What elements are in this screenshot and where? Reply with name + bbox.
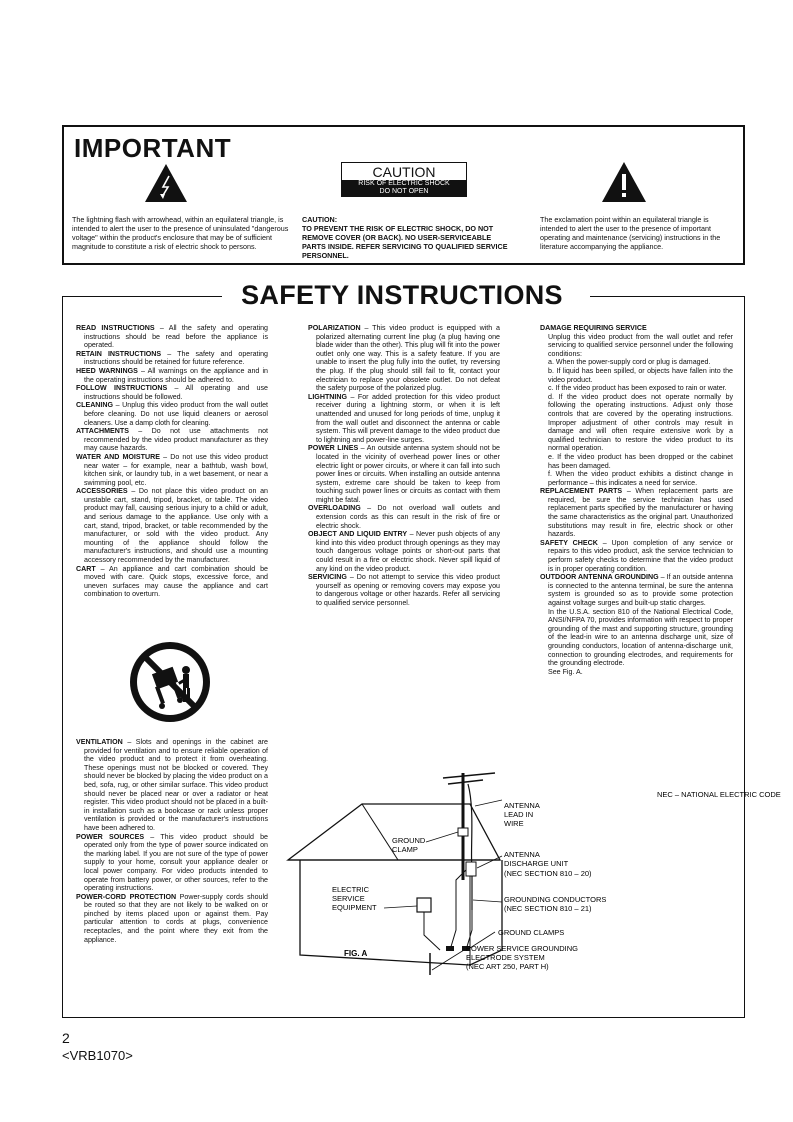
leader-electric-service: [384, 906, 417, 908]
lightning-warning-icon: [144, 163, 188, 203]
label-clamp: CLAMP: [392, 845, 418, 854]
entry-overloading: OVERLOADING – Do not overload wall outlets and extension cords as this can result in the risk of fire or electric shock.: [308, 504, 500, 530]
damage-requiring-service-heading: DAMAGE REQUIRING SERVICE: [540, 324, 647, 332]
figure-label: FIG. A: [344, 949, 368, 958]
grounding-conductor-1: [450, 870, 466, 950]
damage-item-d: d. If the video product does not operate normally by following the operating instructions. Adjust only those controls that are covered by the operating instructions. Improper adjustment of other controls may result in damage and will often require extensive work by a qualified technician to restore the video product to its normal operation.: [548, 392, 733, 453]
exclamation-warning-icon: [601, 161, 647, 203]
caution-band: [342, 180, 466, 196]
entry-read-instructions: READ INSTRUCTIONS – All the safety and operating instructions should be read before the appliance is operated.: [76, 324, 269, 350]
label-grounding-conductors: GROUNDING CONDUCTORS: [504, 895, 607, 904]
label-electrode-system: ELECTRODE SYSTEM: [466, 953, 545, 962]
label-wire: WIRE: [504, 819, 524, 828]
cart-tip-over-icon: [128, 640, 212, 724]
damage-intro: Unplug this video product from the wall outlet and refer servicing to qualified service personnel under the following conditions:: [548, 332, 733, 358]
entry-object-and-liquid-entry: OBJECT AND LIQUID ENTRY – Never push objects of any kind into this video product through openings as they may touch dangerous voltage points or short-out parts that could result in a fire or electric shock. Never spill liquid of any kind on the video product.: [308, 530, 501, 573]
electric-service-box: [417, 898, 431, 912]
entry-power-cord-protection: POWER-CORD PROTECTION Power-supply cords should be routed so that they are not likely to be walked on or pinched by items placed upon or against them. Pay particular attention to cords at plugs, convenience receptacles, and the point where they exit from the appliance.: [76, 892, 268, 944]
damage-item-e: e. If the video product has been dropped or the cabinet has been damaged.: [548, 452, 733, 470]
caution-band-line-1: RISK OF ELECTRIC SHOCK: [358, 180, 450, 187]
label-discharge-section: (NEC SECTION 810 – 20): [504, 869, 592, 878]
entry-replacement-parts: REPLACEMENT PARTS – When replacement parts are required, be sure the service technician has used replacement parts specified by the manufacturer or having the same characteristics as the original part. Unauthorized substitutions may result in fire, electric shock or other hazards.: [540, 487, 733, 539]
page-number: 2: [62, 1030, 70, 1046]
label-antenna: ANTENNA: [504, 801, 540, 810]
damage-item-a: a. When the power-supply cord or plug is damaged.: [548, 358, 711, 367]
document-code: <VRB1070>: [62, 1048, 133, 1063]
entry-follow-instructions: FOLLOW INSTRUCTIONS – All operating and use instructions should be followed.: [76, 384, 268, 401]
ground-clamp-mast: [458, 828, 468, 836]
entry-cart: CART – An appliance and cart combination should be moved with care. Quick stops, excessive force, and uneven surfaces may cause the appliance and cart combination to overturn.: [76, 564, 268, 599]
see-fig-a: See Fig. A.: [548, 667, 583, 676]
exclamation-explanation: The exclamation point within an equilateral triangle is intended to alert the user to the presence of important operating and maintenance (servicing) instructions in the literature accompanying the appliance.: [540, 215, 721, 251]
entry-servicing: SERVICING – Do not attempt to service this video product yourself as opening or removing covers may expose you to dangerous voltage or other hazards. Refer all servicing to qualified service personnel.: [308, 573, 500, 607]
label-equipment: EQUIPMENT: [332, 903, 377, 912]
label-grounding-section: (NEC SECTION 810 – 21): [504, 904, 592, 913]
label-electric: ELECTRIC: [332, 885, 370, 894]
leader-grounding-conductors: [473, 900, 502, 902]
safety-title: SAFETY INSTRUCTIONS: [222, 280, 582, 311]
frame-top-right-line: [590, 296, 745, 297]
column-3: [540, 324, 733, 676]
grounding-conductor-2: [466, 876, 472, 950]
entry-heed-warnings: HEED WARNINGS – All warnings on the appliance and in the operating instructions should be adhered to.: [76, 366, 268, 384]
nec-label: NEC – NATIONAL ELECTRIC CODE: [657, 790, 781, 799]
caution-label-title: CAUTION: [372, 164, 436, 180]
entry-power-lines: POWER LINES – An outside antenna system should not be located in the vicinity of overhead power lines or other electric light or power circuits, or where it can fall into such power lines or circuits. When installing an outside antenna system, extreme care should be taken to keep from touching such power lines or circuits as contact with them might be fatal.: [308, 444, 500, 504]
entry-water-and-moisture: WATER AND MOISTURE – Do not use this video product near water – for example, near a bathtub, wash bowl, kitchen sink, or laundry tub, in a wet basement, or near a swimming pool, etc.: [76, 452, 268, 487]
entry-lightning: LIGHTNING – For added protection for this video product receiver during a lightning storm, or when it is left unattended and unused for long periods of time, unplug it from the wall outlet and disconnect the antenna or cable system. This will prevent damage to the video product due to lightning and power-line surges.: [308, 392, 500, 444]
discharge-unit: [466, 862, 476, 876]
entry-polarization: POLARIZATION – This video product is equipped with a polarized alternating current line plug (a plug having one blade wider than the other). This plug will fit into the power outlet only one way. This is a safety feature. If you are unable to insert the plug fully into the outlet, try reversing the plug. If the plug should still fail to fit, contact your electrician to replace your obsolete outlet. Do not defeat the safety purpose of the polarized plug.: [308, 324, 500, 393]
label-lead-in: LEAD IN: [504, 810, 534, 819]
caution-text-block: [302, 215, 508, 260]
frame-top-left-line: [62, 296, 222, 297]
entry-attachments: ATTACHMENTS – Do not use attachments not recommended by the video product manufacturer as they may cause hazards.: [76, 427, 268, 453]
column-1-upper: [76, 324, 268, 599]
leader-antenna-lead-in: [475, 800, 502, 806]
entry-safety-check: SAFETY CHECK – Upon completion of any service or repairs to this video product, ask the service technician to perform safety checks to determine that the video product is in proper operating condition.: [540, 538, 733, 573]
nec-reference-text: In the U.S.A. section 810 of the National Electrical Code, ANSI/NFPA 70, provides information with respect to proper grounding of the mast and supporting structure, grounding of the lead-in wire to an antenna discharge unit, size of grounding conductors, location of antenna-discharge unit, connection to grounding electrodes, and requirements for the grounding electrode.: [548, 607, 733, 668]
leader-electrode-system: [432, 950, 464, 970]
caution-text: TO PREVENT THE RISK OF ELECTRIC SHOCK, DO NOT REMOVE COVER (OR BACK). NO USER-SERVICEABLE PARTS INSIDE. REFER SERVICING TO QUALIFIED SERVICE PERSONNEL.: [302, 224, 508, 260]
label-ground: GROUND: [392, 836, 426, 845]
entry-outdoor-antenna-grounding: OUTDOOR ANTENNA GROUNDING – If an outside antenna is connected to the antenna terminal, be sure the antenna system is grounded so as to provide some protection against voltage surges and built-up static charges.: [540, 573, 733, 607]
damage-item-b: b. If liquid has been spilled, or objects have fallen into the video product.: [548, 366, 733, 384]
column-2: [308, 324, 500, 608]
lightning-explanation: The lightning flash with arrowhead, within an equilateral triangle, is intended to alert the user to the presence of uninsulated "dangerous voltage" within the product's enclosure that may be of sufficient magnitude to constitute a risk of electric shock to persons.: [72, 215, 289, 251]
label-ground-clamps: GROUND CLAMPS: [498, 928, 565, 937]
important-title: IMPORTANT: [74, 133, 232, 163]
antenna-element-2: [448, 780, 483, 784]
entry-accessories: ACCESSORIES – Do not place this video product on an unstable cart, stand, tripod, bracket, or table. The video product may fall, causing serious injury to a child or adult, and serious damage to the appliance. Use only with a cart, stand, tripod, bracket, or table recommended by the manufacturer, or sold with the video product. Any mounting of the appliance should follow the manufacturer's instructions, and should use a mounting accessory recommended by the manufacturer.: [76, 487, 268, 565]
entry-retain-instructions: RETAIN INSTRUCTIONS – The safety and operating instructions should be retained for future reference.: [76, 349, 268, 367]
entry-ventilation: VENTILATION – Slots and openings in the cabinet are provided for ventilation and to ensure reliable operation of the video product and to protect it from overheating. These openings must not be blocked or covered. They should never be blocked by placing the video product on a bed, sofa, rug, or other similar surface. This video product should never be placed near or over a radiator or heat register. This video product should not be placed in a built-in installation such as a bookcase or rack unless proper ventilation is provided or the manufacturer's instructions have been adhered to.: [76, 738, 268, 832]
antenna-grounding-diagram: [280, 770, 781, 985]
label-discharge-antenna: ANTENNA: [504, 850, 540, 859]
antenna-element-1: [443, 773, 495, 778]
label-service: SERVICE: [332, 894, 365, 903]
important-box: [62, 125, 745, 265]
ground-clamp-1: [446, 946, 454, 951]
column-1-lower: [76, 738, 268, 944]
service-ground-wire: [424, 912, 440, 950]
caution-band-line-2: DO NOT OPEN: [379, 188, 429, 195]
damage-item-c: c. If the video product has been exposed to rain or water.: [548, 384, 727, 393]
damage-item-f: f. When the video product exhibits a distinct change in performance – this indicates a need for service.: [548, 470, 733, 487]
label-power-service-grounding: POWER SERVICE GROUNDING: [466, 944, 578, 953]
entry-cleaning: CLEANING – Unplug this video product from the wall outlet before cleaning. Do not use liquid cleaners or aerosol cleaners. Use a damp cloth for cleaning.: [76, 401, 268, 427]
caution-heading: CAUTION:: [302, 215, 338, 224]
entry-power-sources: POWER SOURCES – This video product should be operated only from the type of power source indicated on the marking label. If you are not sure of the type of power supply to your home, consult your appliance dealer or local power company. For video products intended to operate from battery power, or other sources, refer to the operating instructions.: [76, 832, 268, 893]
label-nec-art: (NEC ART 250, PART H): [466, 962, 549, 971]
label-discharge-unit: DISCHARGE UNIT: [504, 859, 569, 868]
caution-label: [341, 162, 467, 197]
